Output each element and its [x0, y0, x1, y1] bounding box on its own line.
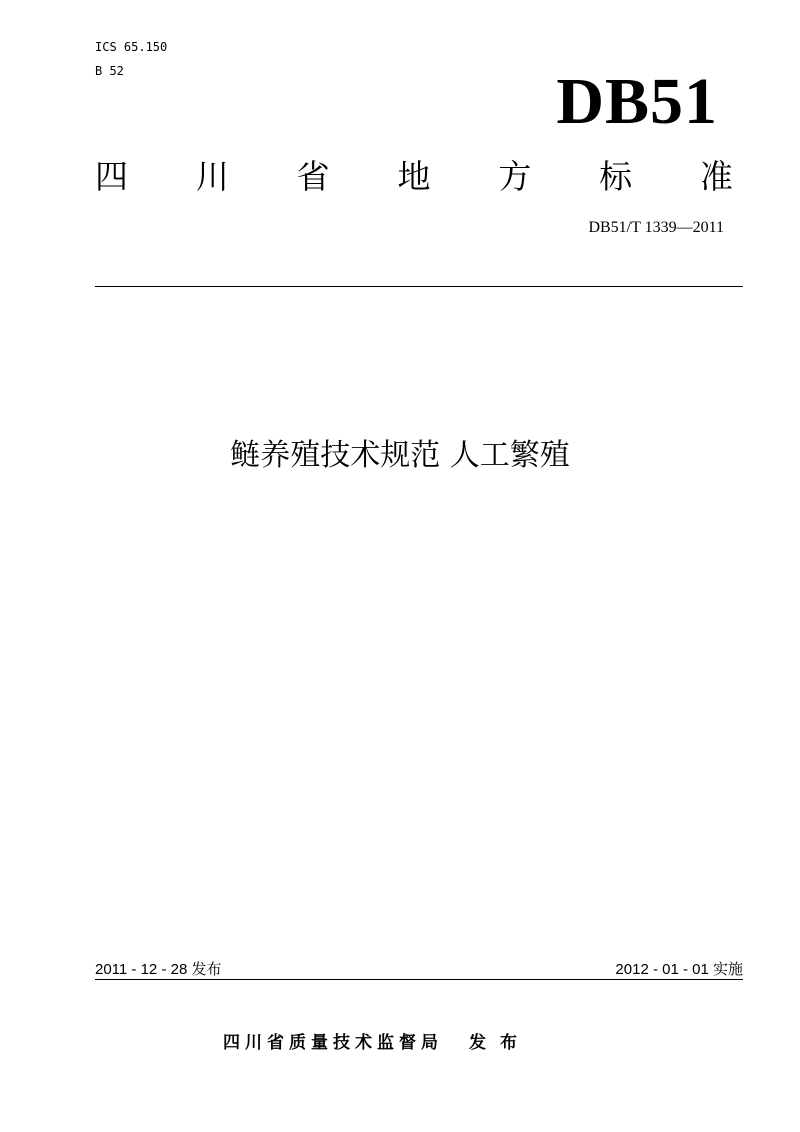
title-char: 四 — [95, 157, 128, 196]
title-char: 省 — [296, 157, 330, 196]
footer-divider — [95, 979, 743, 980]
document-title: 鲢养殖技术规范 人工繁殖 — [230, 438, 570, 473]
publisher-line — [223, 1031, 531, 1055]
db-logo: DB51 — [556, 65, 718, 138]
header-divider — [95, 286, 743, 287]
effective-date: 2012 - 01 - 01 实施 — [615, 961, 743, 978]
title-char: 川 — [195, 157, 229, 196]
publisher-name: 四川省质量技术监督局 — [223, 1033, 443, 1053]
standard-category-title — [95, 155, 733, 199]
title-char: 准 — [699, 157, 733, 196]
issue-date: 2011 - 12 - 28 发布 — [95, 961, 222, 978]
publisher-action: 发布 — [469, 1033, 531, 1053]
standard-number: DB51/T 1339—2011 — [588, 219, 724, 236]
ccs-code: B 52 — [95, 64, 124, 78]
title-char: 地 — [397, 157, 431, 196]
title-char: 标 — [599, 157, 633, 196]
ics-code: ICS 65.150 — [95, 40, 168, 54]
title-char: 方 — [498, 157, 532, 196]
